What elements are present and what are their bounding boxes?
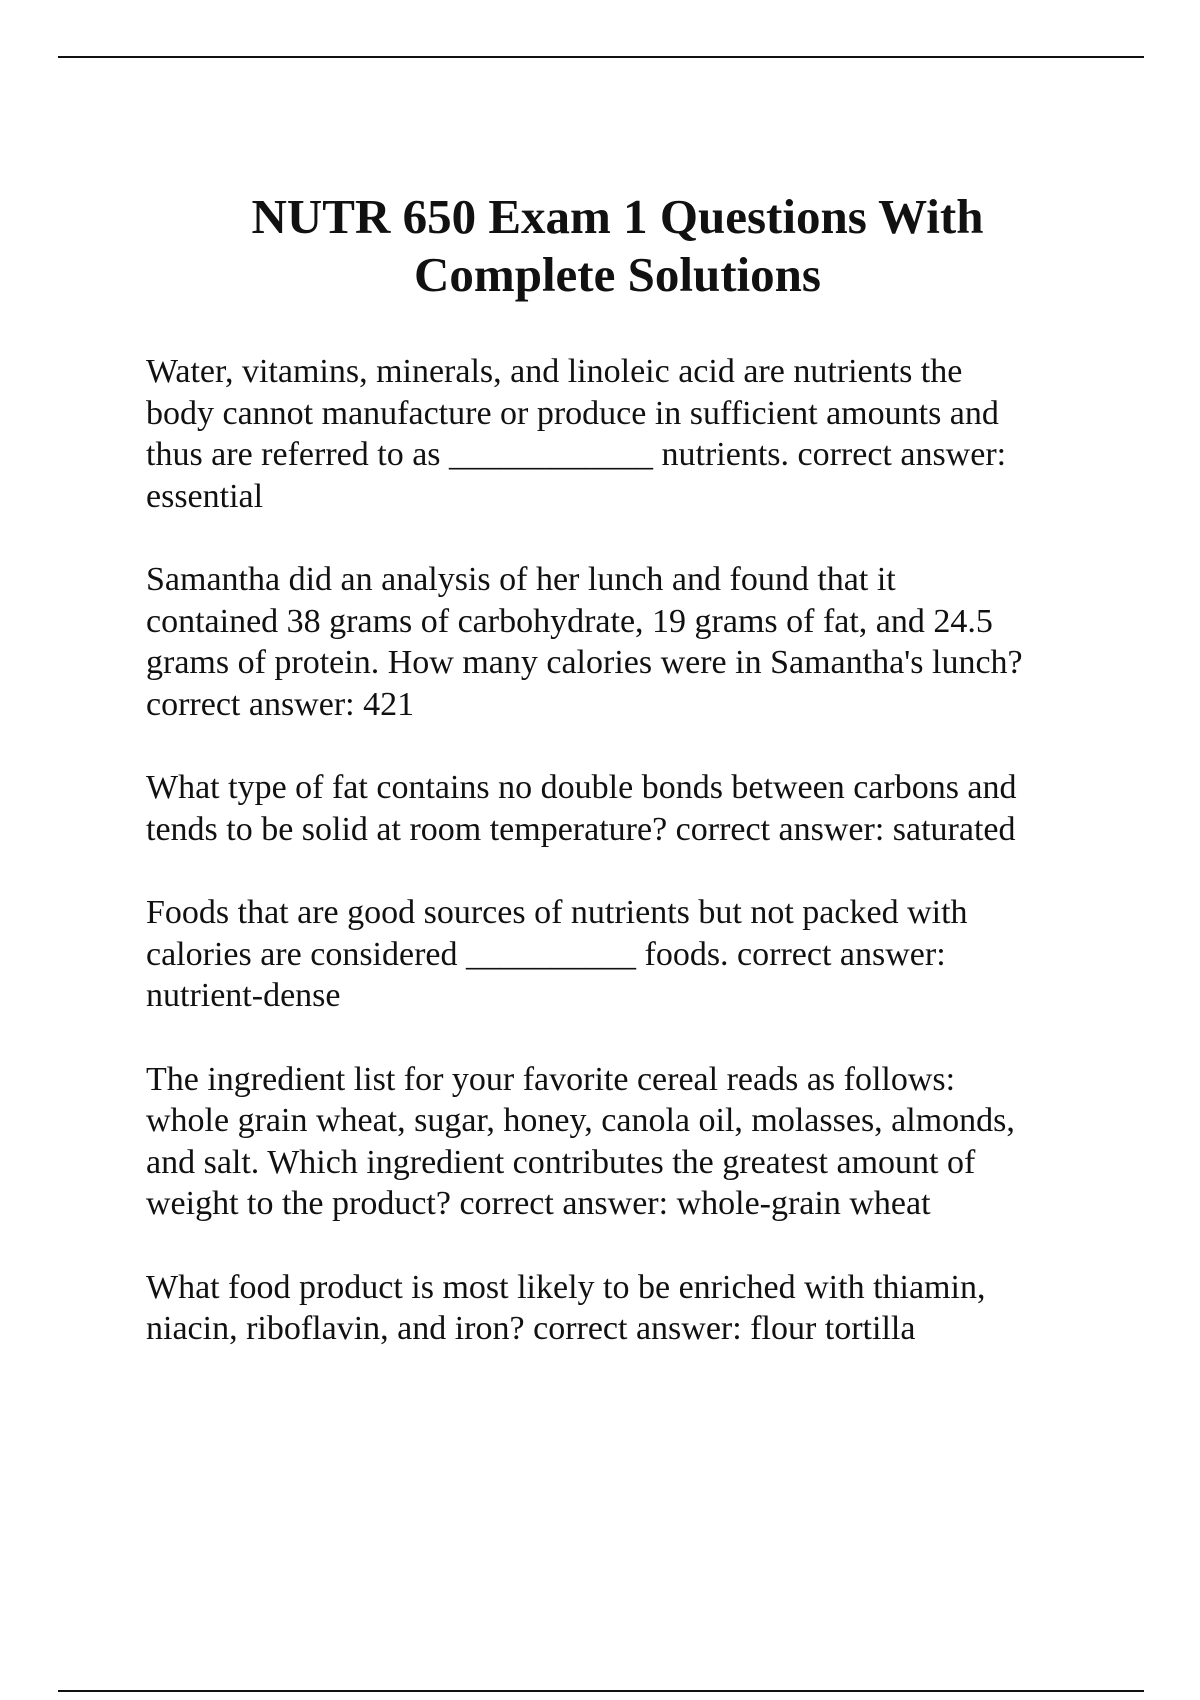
- question-item-5: [146, 1059, 1096, 1225]
- page-title: [140, 188, 1095, 304]
- title-line-1: NUTR 650 Exam 1 Questions With: [251, 189, 984, 244]
- qa-line: calories are considered __________ foods. correct answer:: [146, 935, 946, 973]
- qa-line: What food product is most likely to be enriched with thiamin,: [146, 1268, 986, 1306]
- question-item-2: [146, 559, 1096, 725]
- question-item-6: [146, 1267, 1096, 1350]
- qa-line: niacin, riboflavin, and iron? correct answer: flour tortilla: [146, 1310, 916, 1347]
- bottom-rule: [58, 1690, 1144, 1692]
- qa-line: weight to the product? correct answer: whole-grain wheat: [146, 1185, 931, 1222]
- qa-line: Samantha did an analysis of her lunch and found that it: [146, 561, 896, 598]
- qa-line: Water, vitamins, minerals, and linoleic acid are nutrients the: [146, 353, 963, 390]
- top-rule: [58, 56, 1144, 58]
- qa-line: Foods that are good sources of nutrients but not packed with: [146, 894, 968, 931]
- question-item-4: [146, 892, 1096, 1017]
- qa-line: essential: [146, 477, 264, 515]
- question-item-1: [146, 351, 1096, 517]
- qa-line: What type of fat contains no double bonds between carbons and: [146, 769, 1017, 806]
- qa-line: contained 38 grams of carbohydrate, 19 grams of fat, and 24.5: [146, 602, 993, 640]
- qa-line: and salt. Which ingredient contributes the greatest amount of: [146, 1143, 976, 1181]
- question-item-3: [146, 767, 1096, 850]
- qa-line: correct answer: 421: [146, 685, 415, 723]
- qa-line: grams of protein. How many calories were in Samantha's lunch?: [146, 644, 1023, 681]
- qa-line: body cannot manufacture or produce in sufficient amounts and: [146, 394, 999, 432]
- qa-line: whole grain wheat, sugar, honey, canola oil, molasses, almonds,: [146, 1102, 1015, 1139]
- qa-line: The ingredient list for your favorite cereal reads as follows:: [146, 1060, 956, 1098]
- qa-line: thus are referred to as ____________ nutrients. correct answer:: [146, 436, 1007, 473]
- qa-line: tends to be solid at room temperature? correct answer: saturated: [146, 810, 1016, 848]
- question-list: [146, 351, 1096, 1392]
- title-line-2: Complete Solutions: [413, 247, 821, 302]
- qa-line: nutrient-dense: [146, 977, 341, 1014]
